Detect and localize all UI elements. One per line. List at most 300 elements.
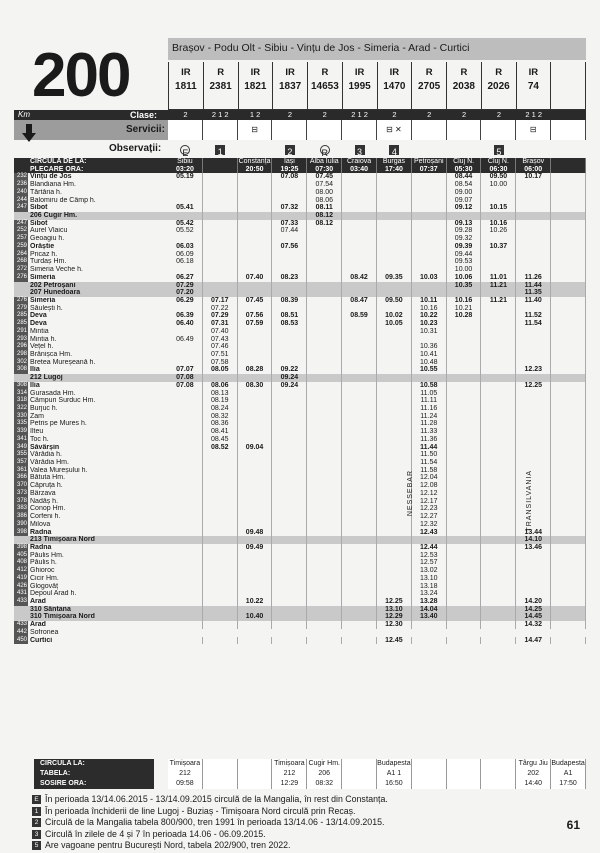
station-name: Conop Hm. xyxy=(30,505,66,513)
train-number: 1821 xyxy=(244,81,267,92)
time-cell xyxy=(516,428,551,436)
time-cell: 08.23 xyxy=(272,274,307,282)
time-cell: 09.49 xyxy=(238,544,273,552)
km-cell: 285 xyxy=(14,320,28,328)
km-cell: 232 xyxy=(14,173,28,181)
table-row xyxy=(14,467,586,475)
time-cell xyxy=(551,343,586,351)
time-cell xyxy=(447,397,482,405)
time-cell xyxy=(516,482,551,490)
time-cell xyxy=(551,606,586,614)
time-cell xyxy=(447,382,482,390)
clase-cell: 2 xyxy=(392,110,397,119)
arrival-cell xyxy=(447,779,482,789)
table-row xyxy=(14,459,586,467)
time-cell xyxy=(481,583,516,591)
time-cell xyxy=(272,282,307,290)
time-cell: 10.55 xyxy=(412,366,447,374)
time-cell xyxy=(168,413,203,421)
table-row xyxy=(14,474,586,482)
time-cell xyxy=(272,305,307,313)
time-cell xyxy=(412,336,447,344)
origin-cell: Constanța xyxy=(238,158,271,165)
destination-cells xyxy=(168,759,586,769)
km-cell: 293 xyxy=(14,336,28,344)
time-cell xyxy=(168,552,203,560)
time-cells xyxy=(168,336,586,344)
time-cell: 10.02 xyxy=(377,312,412,320)
time-cell xyxy=(342,498,377,506)
time-cells xyxy=(168,251,586,259)
time-cell: 12.17 xyxy=(412,498,447,506)
service-cell xyxy=(272,120,307,140)
time-cell xyxy=(412,181,447,189)
time-cell xyxy=(447,467,482,475)
clase-cell: 2 1 2 xyxy=(351,110,368,119)
time-cell xyxy=(377,451,412,459)
km-cell: 257 xyxy=(14,235,28,243)
time-cell: 08.30 xyxy=(238,382,273,390)
km-cell: 247 xyxy=(14,220,28,228)
plecare-ora-row xyxy=(14,166,586,174)
time-cell xyxy=(447,420,482,428)
time-cell xyxy=(203,189,238,197)
service-cell xyxy=(203,120,238,140)
time-cell xyxy=(551,444,586,452)
time-cell: 08.42 xyxy=(342,274,377,282)
time-cell xyxy=(203,505,238,513)
time-cell xyxy=(516,505,551,513)
km-cell: 450 xyxy=(14,637,28,645)
time-cells xyxy=(168,235,586,243)
time-cell xyxy=(551,559,586,567)
table-row xyxy=(14,243,586,251)
time-cell: 10.17 xyxy=(516,173,551,181)
km-cell: 419 xyxy=(14,575,28,583)
time-cell xyxy=(342,282,377,290)
time-cell xyxy=(447,536,482,544)
time-cell: 10.35 xyxy=(447,282,482,290)
time-cell: 07.29 xyxy=(168,282,203,290)
time-cell xyxy=(551,474,586,482)
service-cell xyxy=(551,120,586,140)
time-cell: 08.28 xyxy=(238,366,273,374)
time-cell xyxy=(551,521,586,529)
service-cell xyxy=(307,120,342,140)
time-cell xyxy=(342,220,377,228)
arrival-cell xyxy=(203,779,238,789)
time-cell xyxy=(272,567,307,575)
time-cell xyxy=(168,266,203,274)
footnote-marker: E xyxy=(32,795,41,804)
time-cell xyxy=(447,490,482,498)
time-cells xyxy=(168,274,586,282)
origin-cell: Iași xyxy=(272,158,307,166)
station-name: Simeria xyxy=(30,273,56,281)
time-cell xyxy=(203,613,238,621)
time-cell xyxy=(238,459,273,467)
route-number: 200 xyxy=(32,41,130,110)
time-cell xyxy=(238,173,273,181)
departure-cell: 06:30 xyxy=(481,166,516,174)
origin-cell: Alba Iulia xyxy=(307,158,342,166)
time-cell xyxy=(238,474,273,482)
time-cell xyxy=(307,637,342,645)
time-cell xyxy=(203,374,238,382)
time-cell xyxy=(238,606,273,614)
time-cell: 10.37 xyxy=(481,243,516,251)
time-cell xyxy=(551,413,586,421)
table-row xyxy=(14,613,586,621)
observation-cell xyxy=(168,142,203,156)
note-marker-square: 1 xyxy=(215,145,225,155)
time-cell xyxy=(551,428,586,436)
time-cell: 12.30 xyxy=(377,621,412,629)
time-cell xyxy=(551,467,586,475)
footnote xyxy=(32,817,572,829)
time-cell xyxy=(447,343,482,351)
station-name: Bârzava xyxy=(30,489,56,497)
time-cell xyxy=(377,536,412,544)
time-cell xyxy=(168,529,203,537)
time-cell xyxy=(168,598,203,606)
origin-cell: Burgas xyxy=(377,158,412,166)
time-cell: 09.39 xyxy=(447,243,482,251)
time-cell xyxy=(203,212,238,220)
time-cell xyxy=(481,490,516,498)
time-cell xyxy=(203,575,238,583)
km-label: Km xyxy=(18,110,30,119)
time-cell xyxy=(168,459,203,467)
origin-cell xyxy=(203,158,238,166)
time-cell xyxy=(377,243,412,251)
destination-cell: Târgu Jiu xyxy=(516,759,551,769)
time-cell xyxy=(272,251,307,259)
time-cell xyxy=(377,343,412,351)
time-cell xyxy=(377,436,412,444)
time-cell xyxy=(203,459,238,467)
time-cell xyxy=(481,289,516,297)
arrival-cell: 14:40 xyxy=(516,779,551,789)
time-cell xyxy=(342,428,377,436)
station-name: Sibot xyxy=(30,204,48,212)
time-cell xyxy=(377,521,412,529)
time-cell xyxy=(551,204,586,212)
time-cell xyxy=(307,235,342,243)
time-cell: 10.48 xyxy=(412,359,447,367)
departure-cell: 07:37 xyxy=(412,166,447,174)
time-cell xyxy=(412,374,447,382)
time-cell: 08.44 xyxy=(447,173,482,181)
time-cell xyxy=(516,359,551,367)
time-cell xyxy=(272,266,307,274)
station-name: Depoul Arad h. xyxy=(30,590,77,598)
time-cell xyxy=(481,420,516,428)
time-cell xyxy=(342,351,377,359)
time-cell xyxy=(481,575,516,583)
time-cell xyxy=(342,243,377,251)
tabela-cell: A1 1 xyxy=(377,769,412,779)
station-name: Căpruța h. xyxy=(30,482,63,490)
footnote-text: Circulă în zilele de 4 și 7 în perioada 14.06 - 06.09.2015. xyxy=(45,828,266,839)
time-cell xyxy=(168,637,203,645)
time-cell xyxy=(203,529,238,537)
time-cell xyxy=(551,289,586,297)
time-cell xyxy=(168,474,203,482)
time-cell xyxy=(481,258,516,266)
time-cell xyxy=(447,552,482,560)
time-cell xyxy=(238,328,273,336)
time-cell xyxy=(447,413,482,421)
time-cell xyxy=(307,583,342,591)
time-cell xyxy=(168,567,203,575)
tabela-row xyxy=(14,769,586,779)
arrival-cells xyxy=(168,779,586,789)
time-cell xyxy=(238,359,273,367)
time-cell xyxy=(238,243,273,251)
destination-cell xyxy=(342,759,377,769)
time-cell xyxy=(481,366,516,374)
time-cell xyxy=(342,637,377,645)
time-cell: 09.48 xyxy=(238,529,273,537)
time-cell xyxy=(377,181,412,189)
time-cell xyxy=(447,366,482,374)
time-cell: 06.03 xyxy=(168,243,203,251)
time-cells xyxy=(168,459,586,467)
time-cell xyxy=(551,459,586,467)
time-cell xyxy=(168,420,203,428)
time-cell: 14.20 xyxy=(516,598,551,606)
table-row xyxy=(14,390,586,398)
table-row xyxy=(14,197,586,205)
time-cell xyxy=(272,459,307,467)
station-name: 310 Timișoara Nord xyxy=(30,613,95,621)
time-cells xyxy=(168,382,586,390)
time-cells xyxy=(168,598,586,606)
time-cell xyxy=(551,482,586,490)
time-cell xyxy=(481,482,516,490)
time-cell xyxy=(481,474,516,482)
time-cell: 07.22 xyxy=(203,305,238,313)
time-cell: 08.54 xyxy=(447,181,482,189)
time-cell xyxy=(516,559,551,567)
station-name: Ghioroc xyxy=(30,567,55,575)
time-cell: 07.08 xyxy=(272,173,307,181)
departure-cell: 03:20 xyxy=(168,166,203,174)
time-cell xyxy=(307,312,342,320)
time-cells xyxy=(168,189,586,197)
time-cell xyxy=(447,351,482,359)
destination-cell: Budapesta xyxy=(551,760,585,767)
time-cell: 12.53 xyxy=(412,552,447,560)
arrival-cell xyxy=(481,779,516,789)
time-cell xyxy=(238,505,273,513)
time-cell xyxy=(168,181,203,189)
time-cell xyxy=(272,513,307,521)
time-cells xyxy=(168,436,586,444)
time-cell: 08.11 xyxy=(307,204,342,212)
time-cell xyxy=(272,590,307,598)
time-cell: 11.54 xyxy=(412,459,447,467)
time-cell xyxy=(272,420,307,428)
time-cell xyxy=(168,390,203,398)
km-cell: 398 xyxy=(14,529,28,537)
time-cell xyxy=(342,436,377,444)
origin-cell: Cluj N. xyxy=(447,158,482,166)
time-cell xyxy=(272,544,307,552)
train-number: 74 xyxy=(527,81,539,92)
table-row xyxy=(14,189,586,197)
time-cell xyxy=(342,305,377,313)
departure-cell: 20:50 xyxy=(238,166,273,174)
time-cell: 05.52 xyxy=(168,227,203,235)
time-cell xyxy=(272,328,307,336)
time-cell xyxy=(307,251,342,259)
time-cells xyxy=(168,390,586,398)
time-cell xyxy=(203,598,238,606)
time-cell xyxy=(203,197,238,205)
time-cell xyxy=(377,235,412,243)
table-row xyxy=(14,637,586,645)
time-cell xyxy=(377,289,412,297)
time-cell xyxy=(168,606,203,614)
time-cell xyxy=(481,544,516,552)
table-row xyxy=(14,559,586,567)
station-name: Turdaș Hm. xyxy=(30,258,67,266)
time-cell xyxy=(272,621,307,629)
time-cell: 07.20 xyxy=(168,289,203,297)
time-cell xyxy=(551,405,586,413)
station-name: Corfeni h. xyxy=(30,513,61,521)
time-cell xyxy=(342,490,377,498)
time-cell: 12.25 xyxy=(377,598,412,606)
km-cell: 276 xyxy=(14,297,28,305)
time-cell: 08.41 xyxy=(203,428,238,436)
time-cell: 08.53 xyxy=(272,320,307,328)
arrival-cell xyxy=(412,779,447,789)
time-cell xyxy=(481,413,516,421)
time-cells xyxy=(168,467,586,475)
observation-cell xyxy=(481,142,516,156)
destination-cell: Cugir Hm. xyxy=(307,759,342,769)
time-cell xyxy=(307,521,342,529)
time-cell xyxy=(412,258,447,266)
time-cell xyxy=(447,390,482,398)
time-cell xyxy=(481,374,516,382)
time-cell: 11.52 xyxy=(516,312,551,320)
time-cell xyxy=(481,613,516,621)
destination-cell: Budapesta xyxy=(377,760,411,767)
time-cell xyxy=(307,451,342,459)
table-row xyxy=(14,351,586,359)
time-cell xyxy=(551,235,586,243)
time-cell xyxy=(203,521,238,529)
footnote-marker: 3 xyxy=(32,830,41,839)
time-cell xyxy=(203,552,238,560)
time-cell xyxy=(342,536,377,544)
time-cell xyxy=(447,505,482,513)
time-cell xyxy=(307,598,342,606)
time-cells xyxy=(168,505,586,513)
time-cell xyxy=(238,513,273,521)
time-cell: 09.12 xyxy=(447,204,482,212)
table-row xyxy=(14,544,586,552)
time-cell xyxy=(307,274,342,282)
time-cell xyxy=(238,336,273,344)
destination-cell: Timișoara xyxy=(272,759,307,769)
time-cell xyxy=(481,405,516,413)
station-name: Curtici xyxy=(30,636,53,644)
time-cell xyxy=(168,505,203,513)
station-name: 202 Petroșani xyxy=(30,281,76,289)
time-cell xyxy=(516,328,551,336)
km-cell: 431 xyxy=(14,590,28,598)
time-cell xyxy=(447,544,482,552)
clase-cell: 2 xyxy=(461,110,467,119)
time-cell xyxy=(412,220,447,228)
time-cell xyxy=(481,559,516,567)
time-cell xyxy=(377,405,412,413)
circula-la-label: CIRCULA LA: xyxy=(34,759,154,769)
time-cell: 08.06 xyxy=(203,382,238,390)
time-cell xyxy=(238,552,273,560)
train-category: IR xyxy=(528,67,539,78)
time-cell: 14.25 xyxy=(516,606,551,614)
time-cell: 07.56 xyxy=(272,243,307,251)
destination-cell xyxy=(412,759,447,769)
time-cell xyxy=(516,227,551,235)
time-cells xyxy=(168,606,586,614)
time-cell xyxy=(447,405,482,413)
page-number: 61 xyxy=(566,818,580,832)
time-cell xyxy=(481,444,516,452)
time-cell xyxy=(272,606,307,614)
time-cell: 11.50 xyxy=(412,451,447,459)
time-cell: 07.17 xyxy=(203,297,238,305)
clase-cell: 2 xyxy=(427,110,432,119)
time-cell xyxy=(481,513,516,521)
footnote-text: În perioada închiderii de line Lugoj - Buziaș - Timișoara Nord circulă prin Recaș. xyxy=(45,805,356,816)
time-cell xyxy=(516,420,551,428)
time-cell: 07.58 xyxy=(203,359,238,367)
time-cell xyxy=(168,482,203,490)
observation-cell xyxy=(342,142,377,156)
time-cell xyxy=(516,397,551,405)
time-cell xyxy=(377,420,412,428)
time-cell xyxy=(342,606,377,614)
table-row xyxy=(14,513,586,521)
time-cells xyxy=(168,359,586,367)
tabela-cell xyxy=(412,769,447,779)
station-name: Simeria Veche h. xyxy=(30,266,83,274)
time-cell xyxy=(272,181,307,189)
time-cell xyxy=(272,637,307,645)
time-cell xyxy=(551,575,586,583)
time-cell xyxy=(342,467,377,475)
time-cell xyxy=(447,621,482,629)
station-name: Ilteu xyxy=(30,428,44,436)
time-cell xyxy=(238,583,273,591)
station-name: Păulis h. xyxy=(30,559,57,567)
time-cells xyxy=(168,258,586,266)
train-number: 1837 xyxy=(279,81,302,92)
time-cell: 07.43 xyxy=(203,336,238,344)
station-name: Balomiru de Câmp h. xyxy=(30,196,96,204)
time-cell xyxy=(481,467,516,475)
time-cells xyxy=(168,613,586,621)
time-cell xyxy=(272,289,307,297)
time-cell: 14.47 xyxy=(516,637,551,645)
